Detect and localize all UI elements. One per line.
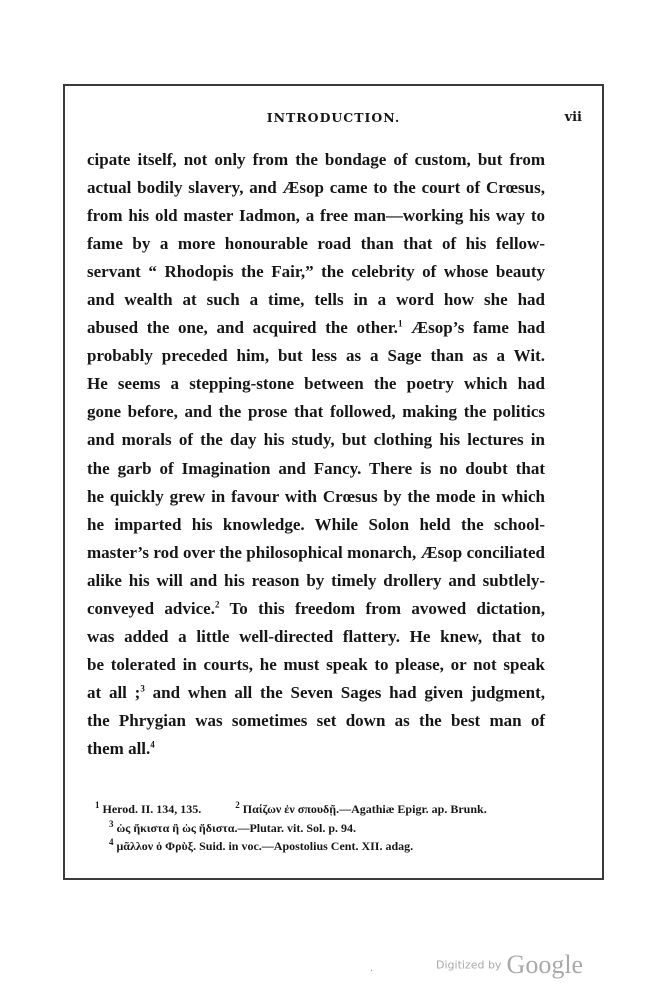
footnote-line xyxy=(95,800,575,819)
footnote-text: Herod. II. 134, 135. xyxy=(102,802,202,816)
text-line: he quickly grew in favour with Crœsus by the mode in which xyxy=(87,486,545,506)
watermark-prefix: Digitized by xyxy=(436,958,502,972)
text-line: He seems a stepping-stone between the poetry which had xyxy=(87,374,545,394)
text-line: from his old master Iadmon, a free man—working his way to xyxy=(87,206,545,226)
text-line xyxy=(87,595,545,623)
text-line: cipate itself, not only from the bondage of custom, but from xyxy=(87,150,545,169)
text-line: and morals of the day his study, but clothing his lectures in xyxy=(87,430,545,450)
text-line: he imparted his knowledge. While Solon held the school- xyxy=(87,514,545,534)
footnote-text: Παίζων ἐν σπουδῇ.—Agathiæ Epigr. ap. Brunk. xyxy=(242,802,487,816)
text-line: alike his will and his reason by timely drollery and subtlely- xyxy=(87,570,545,590)
footnote-number: 2 xyxy=(235,800,240,810)
text-segment: abused the one, and acquired the other. xyxy=(87,318,398,338)
page-frame xyxy=(63,84,604,880)
page-header xyxy=(65,110,602,130)
note-ref-1: 1 xyxy=(397,318,403,329)
footnote-number: 3 xyxy=(109,818,114,829)
text-line: actual bodily slavery, and Æsop came to the court of Crœsus, xyxy=(87,178,545,198)
text-line: the garb of Imagination and Fancy. There is no doubt that xyxy=(87,458,545,478)
text-line: fame by a more honourable road than that of his fellow- xyxy=(87,234,545,254)
footnote-number: 1 xyxy=(95,800,100,810)
note-ref-2: 2 xyxy=(214,599,220,610)
note-ref-3: 3 xyxy=(140,683,145,694)
note-ref-4: 4 xyxy=(150,739,155,750)
body-text xyxy=(87,146,545,763)
text-line: servant “ Rhodopis the Fair,” the celebrity of whose beauty xyxy=(87,262,545,282)
footnote-text: μᾶλλον ὁ Φρὺξ. Suid. in voc.—Apostolius Cent. XII. adag. xyxy=(116,839,414,853)
text-line: and wealth at such a time, tells in a word how she had xyxy=(87,290,545,310)
text-line xyxy=(87,314,545,342)
scan-mark: · xyxy=(370,966,374,977)
page-number: vii xyxy=(564,110,582,125)
text-segment: conveyed advice. xyxy=(87,598,215,618)
google-watermark xyxy=(436,950,583,980)
running-head: INTRODUCTION. xyxy=(266,110,401,125)
text-line: be tolerated in courts, he must speak to please, or not speak xyxy=(87,654,545,674)
text-segment: Æsop’s fame had xyxy=(402,318,545,338)
text-line: the Phrygian was sometimes set down as the best man of xyxy=(87,710,545,730)
text-segment: To this freedom from avowed dictation, xyxy=(219,598,545,618)
footnote-line xyxy=(95,819,575,838)
text-segment: them all. xyxy=(87,738,151,758)
text-segment: and when all the Seven Sages had given judgment, xyxy=(144,682,546,702)
text-line: master’s rod over the philosophical monarch, Æsop conciliated xyxy=(87,542,545,562)
footnote-text: ὡς ἥκιστα ἢ ὡς ἥδιστα.—Plutar. vit. Sol. p. 94. xyxy=(116,820,357,835)
text-segment: at all ; xyxy=(87,682,141,702)
footnotes xyxy=(95,800,575,856)
text-line: gone before, and the prose that followed, making the politics xyxy=(87,402,545,422)
text-line: was added a little well-directed flattery. He knew, that to xyxy=(87,626,545,646)
google-logo: Google xyxy=(506,950,584,979)
text-line xyxy=(87,679,545,707)
text-line: probably preceded him, but less as a Sage than as a Wit. xyxy=(87,346,545,366)
footnote-line xyxy=(95,837,575,856)
footnote-number: 4 xyxy=(109,837,114,847)
text-line xyxy=(87,735,545,763)
